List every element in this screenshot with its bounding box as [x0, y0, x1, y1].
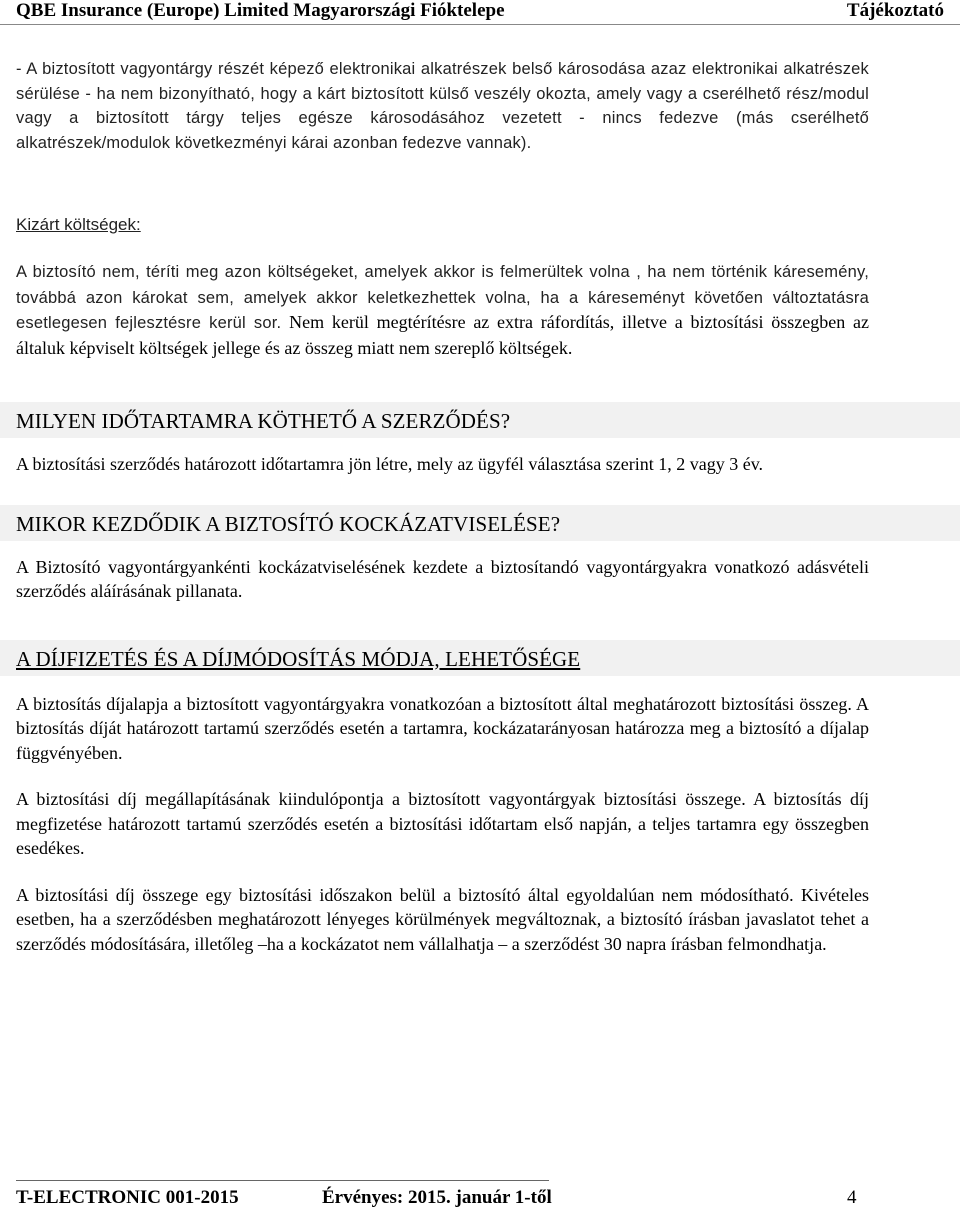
heading-premium-payment-text: A DÍJFIZETÉS ÉS A DÍJMÓDOSÍTÁS MÓDJA, LEHETŐSÉGE	[16, 646, 581, 671]
paragraph-risk-start: A Biztosító vagyontárgyankénti kockázatviselésének kezdete a biztosítandó vagyontárgyakra vonatkozó adásvételi szerződés aláírásának pillanata.	[16, 556, 869, 601]
footer-document-code: T-ELECTRONIC 001-2015	[16, 1187, 239, 1208]
paragraph-electronic-damage: - A biztosított vagyontárgy részét képező elektronikai alkatrészek belső károsodása azaz elektronikai alkatrészek sérülése - ha nem bizonyítható, hogy a kárt biztosított külső veszély okozta, amely vagy a cserélhető rész/modul vagy a biztosított tárgy teljes egésze károsodásához vezetett - nincs fedezve (más cserélhető alkatrészek/modulok következményi kárai azonban fedezve vannak).	[16, 60, 869, 152]
paragraph-premium-basis: A biztosítás díjalapja a biztosított vagyontárgyakra vonatkozóan a biztosított által meghatározott biztosítási összeg. A biztosítás díját határozott tartamú szerződés esetén a tartamra, kockázatarányosan határozza meg a biztosító a díjalap függvényében.	[16, 693, 869, 763]
excluded-costs-heading: Kizárt költségek:	[16, 215, 141, 234]
page-header	[0, 0, 960, 25]
heading-premium-payment	[0, 640, 960, 676]
header-document-type: Tájékoztató	[846, 0, 944, 21]
header-company-name: QBE Insurance (Europe) Limited Magyarországi Fióktelepe	[16, 0, 505, 21]
document-body	[16, 57, 869, 956]
footer-divider	[16, 1180, 549, 1181]
paragraph-premium-due: A biztosítási díj megállapításának kiindulópontja a biztosított vagyontárgyak biztosítási összege. A biztosítás díj megfizetése határozott tartamú szerződés esetén a biztosítási időtartam első napján, a teljes tartamra egy összegben esedékes.	[16, 789, 869, 858]
excluded-costs-part-1: A biztosító nem, téríti meg azon költségeket, amelyek akkor is felmerültek volna , ha nem történik káresemény, továbbá azon károkat sem, amelyek akkor keletkezhettek volna, ha a káreseményt követően változtatásra esetlegesen fejlesztésre kerül sor.	[16, 263, 869, 332]
paragraph-excluded-costs	[16, 259, 869, 360]
footer-validity: Érvényes: 2015. január 1-től	[322, 1187, 552, 1208]
heading-contract-duration: MILYEN IDŐTARTAMRA KÖTHETŐ A SZERZŐDÉS?	[0, 402, 960, 438]
paragraph-premium-modification: A biztosítási díj összege egy biztosítási időszakon belül a biztosító által egyoldalúan nem módosítható. Kivételes esetben, ha a szerződésben meghatározott lényeges körülmények megváltoznak, a biztosító írásban javaslatot tehet a szerződés módosítására, illetőleg –ha a kockázatot nem vállalhatja – a szerződést 30 napra írásban felmondhatja.	[16, 884, 869, 954]
paragraph-contract-duration: A biztosítási szerződés határozott időtartamra jön létre, mely az ügyfél választása szerint 1, 2 vagy 3 év.	[16, 454, 764, 474]
heading-risk-start: MIKOR KEZDŐDIK A BIZTOSÍTÓ KOCKÁZATVISELÉSE?	[0, 505, 960, 541]
excluded-costs-part-2: Nem kerül megtérítésre az extra ráfordítás, illetve a biztosítási összegben az általuk képviselt költségek jellege és az összeg miatt nem szereplő költségek.	[16, 312, 869, 358]
footer-page-number: 4	[847, 1187, 857, 1208]
